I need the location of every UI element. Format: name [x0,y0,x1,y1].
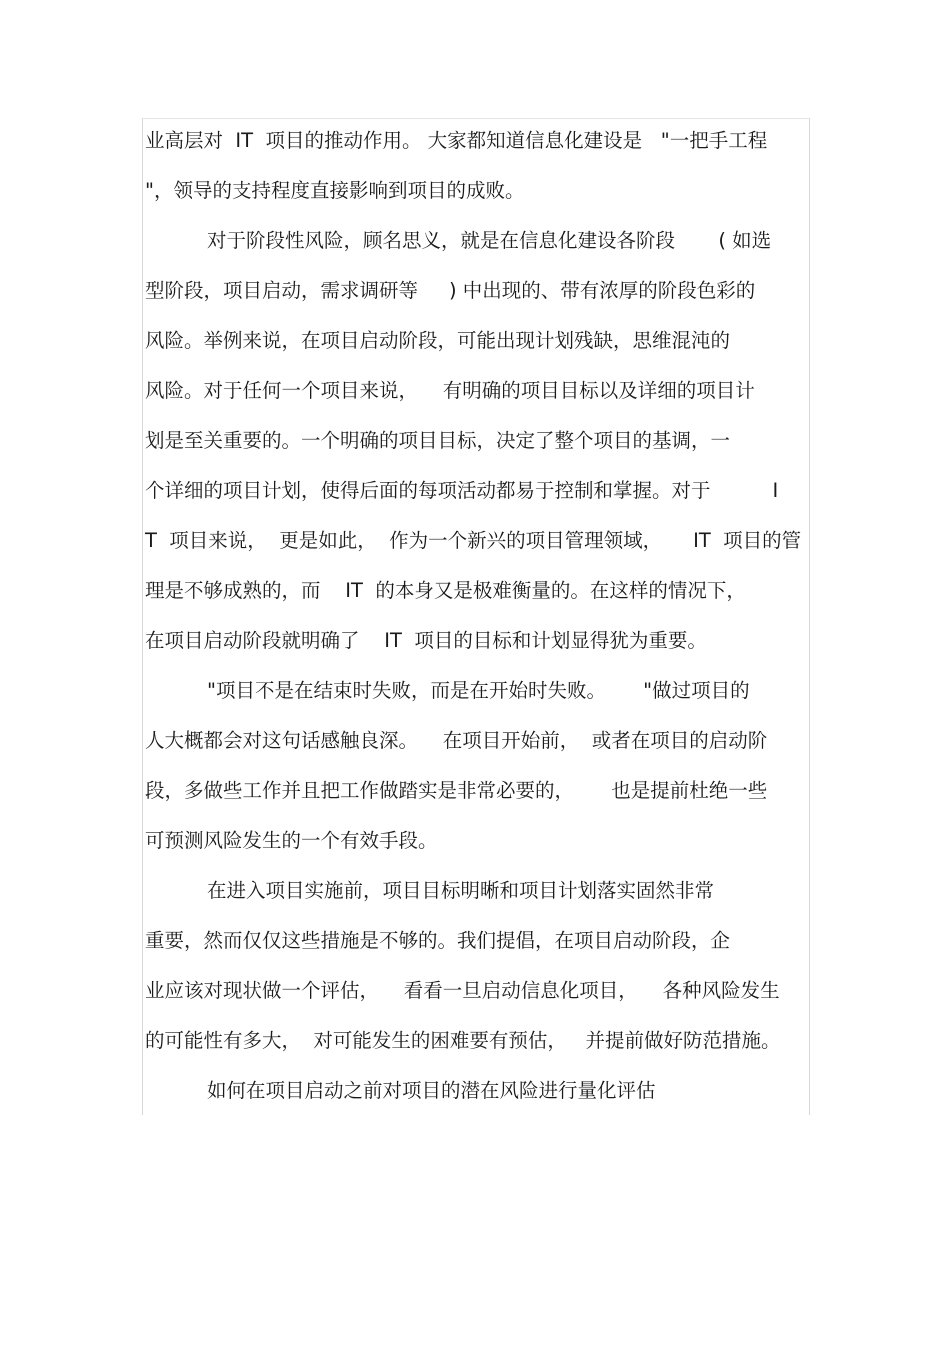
text-line: 对于阶段性风险，顾名思义，就是在信息化建设各阶段 ( 如选 [145,229,772,252]
text-line: 人大概都会对这句话感触良深。 在项目开始前， 或者在项目的启动阶 [145,729,768,752]
text-line: 理是不够成熟的，而 IT 的本身又是极难衡量的。在这样的情况下， [145,579,746,602]
text-line: 重要，然而仅仅这些措施是不够的。我们提倡，在项目启动阶段，企 [145,929,731,952]
text-line: 如何在项目启动之前对项目的潜在风险进行量化评估 [145,1079,656,1102]
text-line: 划是至关重要的。一个明确的项目目标，决定了整个项目的基调，一 [145,429,731,452]
text-line: "项目不是在结束时失败，而是在开始时失败。 "做过项目的 [145,679,750,702]
text-line: T 项目来说， 更是如此， 作为一个新兴的项目管理领域， IT 项目的管 [145,529,802,552]
text-line: "，领导的支持程度直接影响到项目的成败。 [145,179,525,202]
text-line: 风险。举例来说，在项目启动阶段，可能出现计划残缺，思维混沌的 [145,329,731,352]
text-line: 段，多做些工作并且把工作做踏实是非常必要的， 也是提前杜绝一些 [145,779,768,802]
text-line: 在项目启动阶段就明确了 IT 项目的目标和计划显得犹为重要。 [145,629,707,652]
text-line: 风险。对于任何一个项目来说， 有明确的项目目标以及详细的项目计 [145,379,755,402]
page-border [142,118,810,1115]
text-line: 业应该对现状做一个评估， 看看一旦启动信息化项目， 各种风险发生 [145,979,780,1002]
text-line: 可预测风险发生的一个有效手段。 [145,829,438,852]
text-line: 个详细的项目计划，使得后面的每项活动都易于控制和掌握。对于 I [145,479,779,502]
text-line: 在进入项目实施前，项目目标明晰和项目计划落实固然非常 [145,879,714,902]
text-line: 型阶段，项目启动，需求调研等 ) 中出现的、带有浓厚的阶段色彩的 [145,279,756,302]
text-line: 的可能性有多大， 对可能发生的困难要有预估， 并提前做好防范措施。 [145,1029,781,1052]
text-line: 业高层对 IT 项目的推动作用。 大家都知道信息化建设是 "一把手工程 [145,129,768,152]
